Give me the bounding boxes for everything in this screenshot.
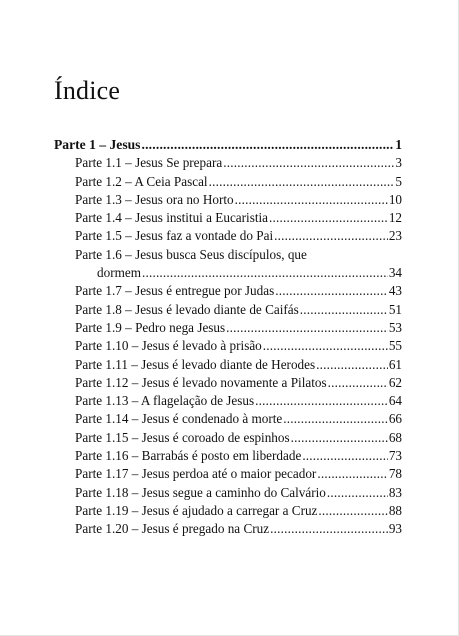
toc-entry-page: 5: [395, 173, 402, 189]
dot-leader: [142, 264, 388, 282]
toc-entry[interactable]: [54, 447, 402, 465]
toc-entry-page: 53: [388, 319, 402, 335]
toc-entry-label: Parte 1.15 – Jesus é coroado de espinhos: [75, 429, 290, 445]
toc-entry-label: Parte 1.2 – A Ceia Pascal: [75, 173, 208, 189]
toc-entry-label: Parte 1.12 – Jesus é levado novamente a Pilatos: [75, 374, 327, 390]
dot-leader: [269, 209, 388, 227]
toc-entry-page: 88: [388, 502, 402, 518]
toc-entry[interactable]: [54, 246, 402, 264]
dot-leader: [327, 484, 388, 502]
toc-entry-label: Parte 1.3 – Jesus ora no Horto: [75, 191, 234, 207]
toc-entry-label: Parte 1.10 – Jesus é levado à prisão: [75, 338, 262, 354]
toc-entry[interactable]: [54, 356, 402, 374]
toc-entry-label: Parte 1.11 – Jesus é levado diante de Herodes: [75, 356, 316, 372]
dot-leader: [223, 154, 394, 172]
toc-entry-page: 62: [388, 374, 402, 390]
toc-entry[interactable]: [54, 154, 402, 172]
dot-leader: [317, 465, 387, 483]
toc-entry-page: 12: [388, 210, 402, 226]
toc-entry[interactable]: [54, 173, 402, 191]
dot-leader: [316, 356, 388, 374]
toc-entry-page: 68: [388, 429, 402, 445]
toc-entry[interactable]: [54, 319, 402, 337]
toc-entry-label: Parte 1.13 – A flagelação de Jesus: [75, 393, 255, 409]
toc-entry[interactable]: [54, 429, 402, 447]
toc-entry-page: 23: [388, 228, 402, 244]
toc-entry-label: Parte 1.5 – Jesus faz a vontade do Pai: [75, 228, 274, 244]
toc-entry[interactable]: [54, 282, 402, 300]
toc-entry-label: Parte 1.1 – Jesus Se prepara: [75, 155, 223, 171]
dot-leader: [274, 227, 388, 245]
toc-entry-label: Parte 1.8 – Jesus é levado diante de Caifás: [75, 301, 299, 317]
dot-leader: [302, 447, 388, 465]
toc-entry-page: 73: [388, 448, 402, 464]
dot-leader: [283, 410, 388, 428]
dot-leader: [255, 392, 388, 410]
toc-entry[interactable]: [54, 191, 402, 209]
dot-leader: [270, 520, 388, 538]
toc-entry[interactable]: [54, 301, 402, 319]
toc-entry-page: 61: [388, 356, 402, 372]
toc-entry-page: 55: [388, 338, 402, 354]
dot-leader: [235, 191, 388, 209]
table-of-contents: [54, 136, 402, 539]
toc-entry[interactable]: [54, 209, 402, 227]
toc-entry-page: 66: [388, 411, 402, 427]
toc-entry-page: 1: [395, 137, 402, 152]
toc-entry-page: 10: [388, 191, 402, 207]
toc-entry-page: 64: [388, 393, 402, 409]
toc-entry-label: Parte 1.20 – Jesus é pregado na Cruz: [75, 521, 270, 537]
toc-entry-page: 83: [388, 484, 402, 500]
toc-entry[interactable]: [54, 392, 402, 410]
toc-entry[interactable]: [54, 465, 402, 483]
toc-entry-label: Parte 1.9 – Pedro nega Jesus: [75, 319, 226, 335]
toc-entry-page: 43: [388, 283, 402, 299]
dot-leader: [318, 502, 387, 520]
toc-entry-page: 78: [388, 466, 402, 482]
toc-entry-label: Parte 1.7 – Jesus é entregue por Judas: [75, 283, 275, 299]
toc-entry-label: Parte 1.19 – Jesus é ajudado a carregar a Cruz: [75, 502, 318, 518]
dot-leader: [291, 429, 388, 447]
toc-entry[interactable]: [54, 484, 402, 502]
toc-entry-label: Parte 1.14 – Jesus é condenado à morte: [75, 411, 283, 427]
toc-entry-label: Parte 1.16 – Barrabás é posto em liberdade: [75, 448, 302, 464]
dot-leader: [226, 319, 388, 337]
toc-entry-label: Parte 1 – Jesus: [54, 137, 141, 152]
toc-entry[interactable]: [54, 337, 402, 355]
toc-entry[interactable]: [54, 502, 402, 520]
dot-leader: [141, 136, 394, 154]
toc-entry[interactable]: [54, 410, 402, 428]
dot-leader: [209, 173, 395, 191]
toc-entry-page: 93: [388, 521, 402, 537]
toc-entry-label-continued: dormem: [97, 265, 141, 281]
toc-entry[interactable]: [54, 374, 402, 392]
toc-entry-part-1[interactable]: [54, 136, 402, 154]
toc-entry-label: Parte 1.17 – Jesus perdoa até o maior pecador: [75, 466, 317, 482]
dot-leader: [300, 301, 388, 319]
toc-entry[interactable]: [54, 227, 402, 245]
dot-leader: [275, 282, 388, 300]
dot-leader: [328, 374, 388, 392]
toc-entry-page: 34: [388, 265, 402, 281]
toc-entry-label: Parte 1.18 – Jesus segue a caminho do Calvário: [75, 484, 326, 500]
dot-leader: [263, 337, 388, 355]
toc-entry-continuation[interactable]: [54, 264, 402, 282]
toc-entry-label: Parte 1.4 – Jesus institui a Eucaristia: [75, 210, 269, 226]
toc-entry[interactable]: [54, 520, 402, 538]
page-title: Índice: [54, 76, 121, 105]
toc-entry-page: 51: [388, 301, 402, 317]
toc-entry-page: 3: [395, 155, 402, 171]
toc-entry-label: Parte 1.6 – Jesus busca Seus discípulos, que: [75, 246, 307, 262]
